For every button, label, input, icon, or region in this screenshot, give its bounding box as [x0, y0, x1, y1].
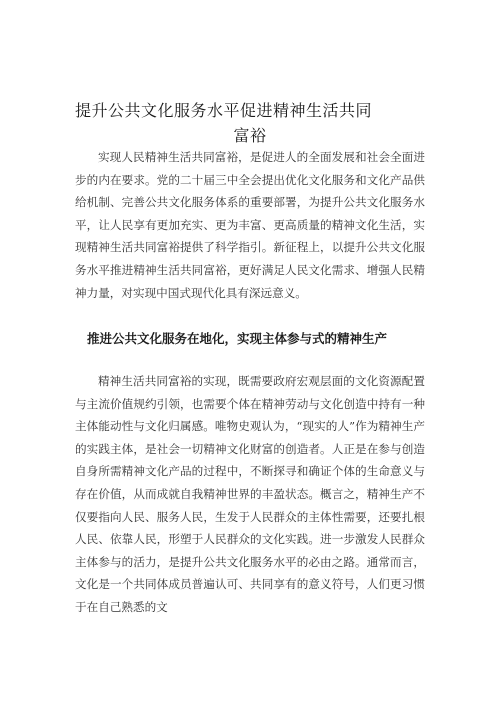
intro-paragraph: 实现人民精神生活共同富裕，是促进人的全面发展和社会全面进步的内在要求。党的二十届三中全会提出优化文化服务和文化产品供给机制、完善公共文化服务体系的重要部署，为提升公共文化服务水平，让人民享有更加充实、更为丰富、更高质量的精神文化生活，实现精神生活共同富裕提供了科学指引。新征程上，以提升公共文化服务水平推进精神生活共同富裕，更好满足人民文化需求、增强人民精神力量，对实现中国式现代化具有深远意义。: [75, 150, 425, 300]
document-title-line-2: 富裕: [233, 126, 267, 145]
document-title-line-1: 提升公共文化服务水平促进精神生活共同: [75, 101, 373, 120]
section-paragraph: 精神生活共同富裕的实现，既需要政府宏观层面的文化资源配置与主流价值规约引领，也需要个体在精神劳动与文化创造中持有一种主体能动性与文化归属感。唯物史观认为，“现实的人”作为精神生产的实践主体，是社会一切精神文化财富的创造者。人正是在参与创造自身所需精神文化产品的过程中，不断探寻和确证个体的生命意义与存在价值，从而成就自我精神世界的丰盈状态。概言之，精神生产不仅要指向人民、服务人民，生发于人民群众的主体性需要，还要扎根人民、依靠人民，形塑于人民群众的文化实践。进一步激发人民群众主体参与的活力，是提升公共文化服务水平的必由之路。通常而言，文化是一个共同体成员普遍认可、共同享有的意义符号，人们更习惯于在自己熟悉的文: [75, 374, 425, 614]
section-heading: 推进公共文化服务在地化，实现主体参与式的精神生产: [87, 331, 388, 346]
